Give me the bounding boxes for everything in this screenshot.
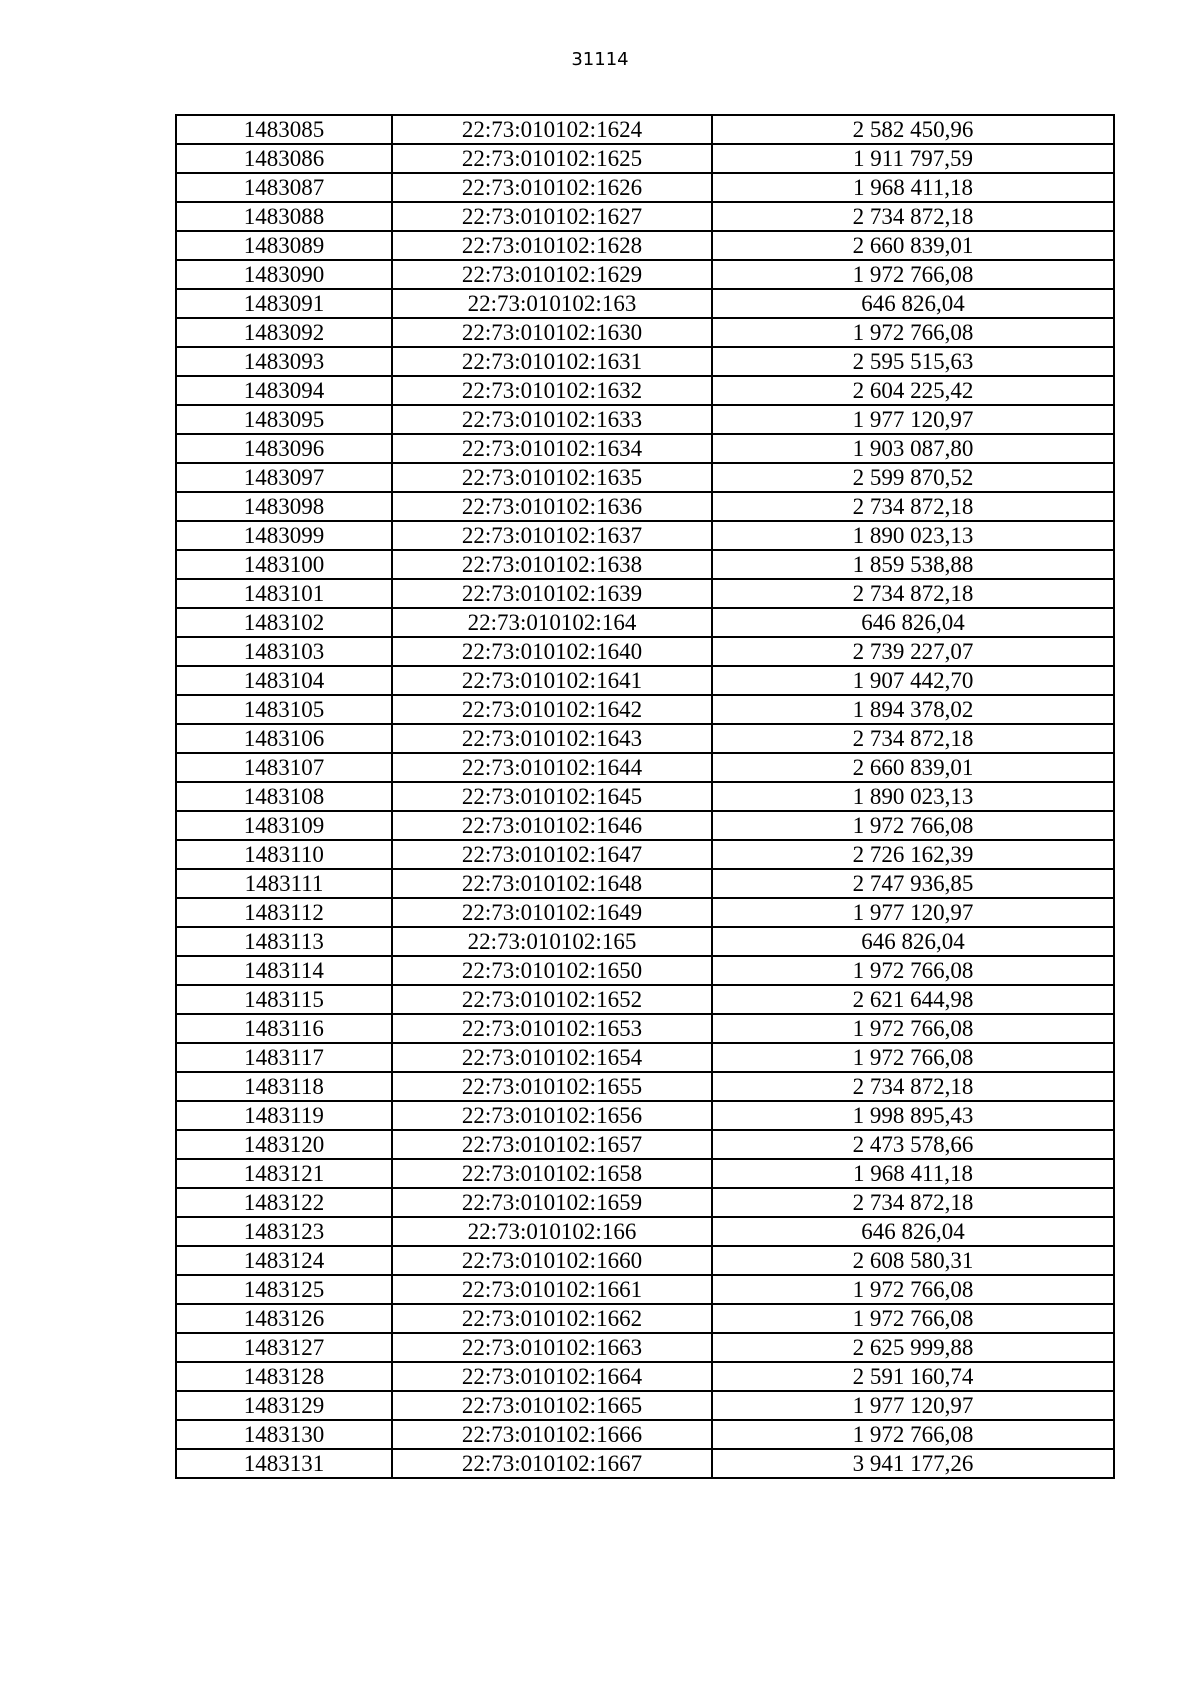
cadastral-number-cell: 22:73:010102:1646	[392, 811, 712, 840]
row-number-cell: 1483123	[176, 1217, 392, 1246]
cadastral-number-cell: 22:73:010102:163	[392, 289, 712, 318]
row-number-cell: 1483096	[176, 434, 392, 463]
page-number: 31114	[571, 49, 629, 70]
cadastral-number-cell: 22:73:010102:1630	[392, 318, 712, 347]
row-number-cell: 1483106	[176, 724, 392, 753]
row-number-cell: 1483119	[176, 1101, 392, 1130]
table-body	[176, 115, 1114, 1478]
cadastral-number-cell: 22:73:010102:1661	[392, 1275, 712, 1304]
cadastral-value-cell: 1 972 766,08	[712, 1420, 1114, 1449]
cadastral-number-cell: 22:73:010102:1659	[392, 1188, 712, 1217]
cadastral-number-cell: 22:73:010102:164	[392, 608, 712, 637]
table-row	[176, 1188, 1114, 1217]
cadastral-value-cell: 2 582 450,96	[712, 115, 1114, 144]
cadastral-value-cell: 2 625 999,88	[712, 1333, 1114, 1362]
cadastral-number-cell: 22:73:010102:1655	[392, 1072, 712, 1101]
row-number-cell: 1483121	[176, 1159, 392, 1188]
table-row	[176, 1304, 1114, 1333]
row-number-cell: 1483130	[176, 1420, 392, 1449]
cadastral-value-table	[175, 114, 1115, 1479]
row-number-cell: 1483109	[176, 811, 392, 840]
table-row	[176, 1072, 1114, 1101]
cadastral-number-cell: 22:73:010102:1639	[392, 579, 712, 608]
cadastral-value-cell: 2 726 162,39	[712, 840, 1114, 869]
row-number-cell: 1483092	[176, 318, 392, 347]
table-row	[176, 231, 1114, 260]
table-row	[176, 550, 1114, 579]
cadastral-number-cell: 22:73:010102:1635	[392, 463, 712, 492]
row-number-cell: 1483114	[176, 956, 392, 985]
table-row	[176, 347, 1114, 376]
table-row	[176, 1101, 1114, 1130]
row-number-cell: 1483112	[176, 898, 392, 927]
cadastral-value-cell: 1 972 766,08	[712, 956, 1114, 985]
row-number-cell: 1483126	[176, 1304, 392, 1333]
table-row	[176, 1043, 1114, 1072]
cadastral-value-cell: 1 968 411,18	[712, 173, 1114, 202]
table-row	[176, 1362, 1114, 1391]
table-row	[176, 927, 1114, 956]
row-number-cell: 1483098	[176, 492, 392, 521]
row-number-cell: 1483100	[176, 550, 392, 579]
cadastral-value-cell: 1 903 087,80	[712, 434, 1114, 463]
cadastral-value-cell: 2 591 160,74	[712, 1362, 1114, 1391]
table-row	[176, 173, 1114, 202]
cadastral-number-cell: 22:73:010102:1649	[392, 898, 712, 927]
cadastral-number-cell: 22:73:010102:1637	[392, 521, 712, 550]
row-number-cell: 1483088	[176, 202, 392, 231]
cadastral-value-cell: 2 734 872,18	[712, 492, 1114, 521]
table-row	[176, 811, 1114, 840]
row-number-cell: 1483113	[176, 927, 392, 956]
row-number-cell: 1483094	[176, 376, 392, 405]
table-row	[176, 434, 1114, 463]
cadastral-value-cell: 2 734 872,18	[712, 1072, 1114, 1101]
cadastral-value-cell: 2 595 515,63	[712, 347, 1114, 376]
cadastral-value-cell: 2 734 872,18	[712, 202, 1114, 231]
cadastral-number-cell: 22:73:010102:1645	[392, 782, 712, 811]
row-number-cell: 1483117	[176, 1043, 392, 1072]
cadastral-value-cell: 1 894 378,02	[712, 695, 1114, 724]
cadastral-number-cell: 22:73:010102:1628	[392, 231, 712, 260]
cadastral-value-cell: 1 972 766,08	[712, 318, 1114, 347]
row-number-cell: 1483097	[176, 463, 392, 492]
row-number-cell: 1483111	[176, 869, 392, 898]
cadastral-value-cell: 2 621 644,98	[712, 985, 1114, 1014]
cadastral-number-cell: 22:73:010102:1656	[392, 1101, 712, 1130]
row-number-cell: 1483085	[176, 115, 392, 144]
table-row	[176, 202, 1114, 231]
row-number-cell: 1483101	[176, 579, 392, 608]
row-number-cell: 1483120	[176, 1130, 392, 1159]
table-row	[176, 1217, 1114, 1246]
cadastral-number-cell: 22:73:010102:1662	[392, 1304, 712, 1333]
cadastral-number-cell: 22:73:010102:1632	[392, 376, 712, 405]
cadastral-number-cell: 22:73:010102:165	[392, 927, 712, 956]
table-row	[176, 318, 1114, 347]
cadastral-number-cell: 22:73:010102:1625	[392, 144, 712, 173]
cadastral-value-cell: 1 972 766,08	[712, 260, 1114, 289]
table-row	[176, 637, 1114, 666]
cadastral-number-cell: 22:73:010102:1666	[392, 1420, 712, 1449]
cadastral-value-cell: 2 660 839,01	[712, 231, 1114, 260]
cadastral-number-cell: 22:73:010102:1641	[392, 666, 712, 695]
cadastral-value-cell: 1 972 766,08	[712, 1275, 1114, 1304]
cadastral-value-cell: 646 826,04	[712, 608, 1114, 637]
cadastral-value-cell: 1 972 766,08	[712, 1043, 1114, 1072]
cadastral-number-cell: 22:73:010102:1633	[392, 405, 712, 434]
row-number-cell: 1483093	[176, 347, 392, 376]
cadastral-number-cell: 22:73:010102:1624	[392, 115, 712, 144]
cadastral-number-cell: 22:73:010102:1631	[392, 347, 712, 376]
cadastral-number-cell: 22:73:010102:1654	[392, 1043, 712, 1072]
row-number-cell: 1483102	[176, 608, 392, 637]
table-row	[176, 579, 1114, 608]
table-row	[176, 405, 1114, 434]
cadastral-number-cell: 22:73:010102:1648	[392, 869, 712, 898]
cadastral-value-cell: 2 734 872,18	[712, 1188, 1114, 1217]
cadastral-number-cell: 22:73:010102:1629	[392, 260, 712, 289]
row-number-cell: 1483103	[176, 637, 392, 666]
row-number-cell: 1483095	[176, 405, 392, 434]
table-row	[176, 695, 1114, 724]
table-row	[176, 1246, 1114, 1275]
cadastral-value-cell: 3 941 177,26	[712, 1449, 1114, 1478]
cadastral-value-cell: 2 734 872,18	[712, 579, 1114, 608]
cadastral-number-cell: 22:73:010102:1660	[392, 1246, 712, 1275]
cadastral-value-cell: 1 972 766,08	[712, 1304, 1114, 1333]
cadastral-value-cell: 2 473 578,66	[712, 1130, 1114, 1159]
table-row	[176, 144, 1114, 173]
table-row	[176, 1449, 1114, 1478]
cadastral-value-cell: 646 826,04	[712, 289, 1114, 318]
table-row	[176, 666, 1114, 695]
cadastral-number-cell: 22:73:010102:1640	[392, 637, 712, 666]
row-number-cell: 1483131	[176, 1449, 392, 1478]
row-number-cell: 1483122	[176, 1188, 392, 1217]
row-number-cell: 1483128	[176, 1362, 392, 1391]
cadastral-number-cell: 22:73:010102:1664	[392, 1362, 712, 1391]
table-row	[176, 492, 1114, 521]
cadastral-value-cell: 2 734 872,18	[712, 724, 1114, 753]
cadastral-value-cell: 1 907 442,70	[712, 666, 1114, 695]
cadastral-value-cell: 1 890 023,13	[712, 521, 1114, 550]
table-row	[176, 463, 1114, 492]
cadastral-value-cell: 1 972 766,08	[712, 811, 1114, 840]
table-row	[176, 376, 1114, 405]
cadastral-value-cell: 1 998 895,43	[712, 1101, 1114, 1130]
table-row	[176, 115, 1114, 144]
row-number-cell: 1483110	[176, 840, 392, 869]
row-number-cell: 1483090	[176, 260, 392, 289]
cadastral-number-cell: 22:73:010102:1663	[392, 1333, 712, 1362]
cadastral-number-cell: 22:73:010102:1636	[392, 492, 712, 521]
cadastral-number-cell: 22:73:010102:1627	[392, 202, 712, 231]
cadastral-value-cell: 646 826,04	[712, 927, 1114, 956]
cadastral-value-cell: 1 977 120,97	[712, 1391, 1114, 1420]
table-row	[176, 1275, 1114, 1304]
row-number-cell: 1483086	[176, 144, 392, 173]
cadastral-number-cell: 22:73:010102:1667	[392, 1449, 712, 1478]
cadastral-value-cell: 1 977 120,97	[712, 405, 1114, 434]
table-row	[176, 1391, 1114, 1420]
row-number-cell: 1483089	[176, 231, 392, 260]
row-number-cell: 1483104	[176, 666, 392, 695]
table-row	[176, 869, 1114, 898]
table-row	[176, 956, 1114, 985]
cadastral-number-cell: 22:73:010102:1642	[392, 695, 712, 724]
cadastral-value-cell: 1 911 797,59	[712, 144, 1114, 173]
cadastral-value-cell: 2 599 870,52	[712, 463, 1114, 492]
row-number-cell: 1483087	[176, 173, 392, 202]
cadastral-value-cell: 2 660 839,01	[712, 753, 1114, 782]
cadastral-number-cell: 22:73:010102:1644	[392, 753, 712, 782]
cadastral-number-cell: 22:73:010102:1652	[392, 985, 712, 1014]
cadastral-value-cell: 646 826,04	[712, 1217, 1114, 1246]
cadastral-value-cell: 2 608 580,31	[712, 1246, 1114, 1275]
table-row	[176, 608, 1114, 637]
cadastral-value-cell: 2 747 936,85	[712, 869, 1114, 898]
cadastral-value-cell: 1 972 766,08	[712, 1014, 1114, 1043]
cadastral-number-cell: 22:73:010102:1658	[392, 1159, 712, 1188]
table-row	[176, 985, 1114, 1014]
table-row	[176, 898, 1114, 927]
cadastral-number-cell: 22:73:010102:166	[392, 1217, 712, 1246]
cadastral-value-cell: 2 604 225,42	[712, 376, 1114, 405]
row-number-cell: 1483108	[176, 782, 392, 811]
table-row	[176, 724, 1114, 753]
row-number-cell: 1483091	[176, 289, 392, 318]
table-row	[176, 1420, 1114, 1449]
table-row	[176, 260, 1114, 289]
cadastral-number-cell: 22:73:010102:1665	[392, 1391, 712, 1420]
table-row	[176, 753, 1114, 782]
row-number-cell: 1483118	[176, 1072, 392, 1101]
cadastral-number-cell: 22:73:010102:1643	[392, 724, 712, 753]
cadastral-value-cell: 1 977 120,97	[712, 898, 1114, 927]
table-row	[176, 289, 1114, 318]
cadastral-value-cell: 1 968 411,18	[712, 1159, 1114, 1188]
cadastral-value-cell: 2 739 227,07	[712, 637, 1114, 666]
table-row	[176, 782, 1114, 811]
table-row	[176, 1333, 1114, 1362]
row-number-cell: 1483129	[176, 1391, 392, 1420]
table-row	[176, 1014, 1114, 1043]
row-number-cell: 1483107	[176, 753, 392, 782]
cadastral-number-cell: 22:73:010102:1653	[392, 1014, 712, 1043]
cadastral-value-cell: 1 859 538,88	[712, 550, 1114, 579]
table-row	[176, 521, 1114, 550]
cadastral-number-cell: 22:73:010102:1634	[392, 434, 712, 463]
cadastral-number-cell: 22:73:010102:1626	[392, 173, 712, 202]
cadastral-number-cell: 22:73:010102:1638	[392, 550, 712, 579]
row-number-cell: 1483124	[176, 1246, 392, 1275]
row-number-cell: 1483099	[176, 521, 392, 550]
row-number-cell: 1483127	[176, 1333, 392, 1362]
row-number-cell: 1483105	[176, 695, 392, 724]
cadastral-number-cell: 22:73:010102:1647	[392, 840, 712, 869]
table-row	[176, 1130, 1114, 1159]
row-number-cell: 1483125	[176, 1275, 392, 1304]
cadastral-value-cell: 1 890 023,13	[712, 782, 1114, 811]
cadastral-number-cell: 22:73:010102:1657	[392, 1130, 712, 1159]
table-row	[176, 840, 1114, 869]
table-row	[176, 1159, 1114, 1188]
row-number-cell: 1483115	[176, 985, 392, 1014]
row-number-cell: 1483116	[176, 1014, 392, 1043]
cadastral-number-cell: 22:73:010102:1650	[392, 956, 712, 985]
